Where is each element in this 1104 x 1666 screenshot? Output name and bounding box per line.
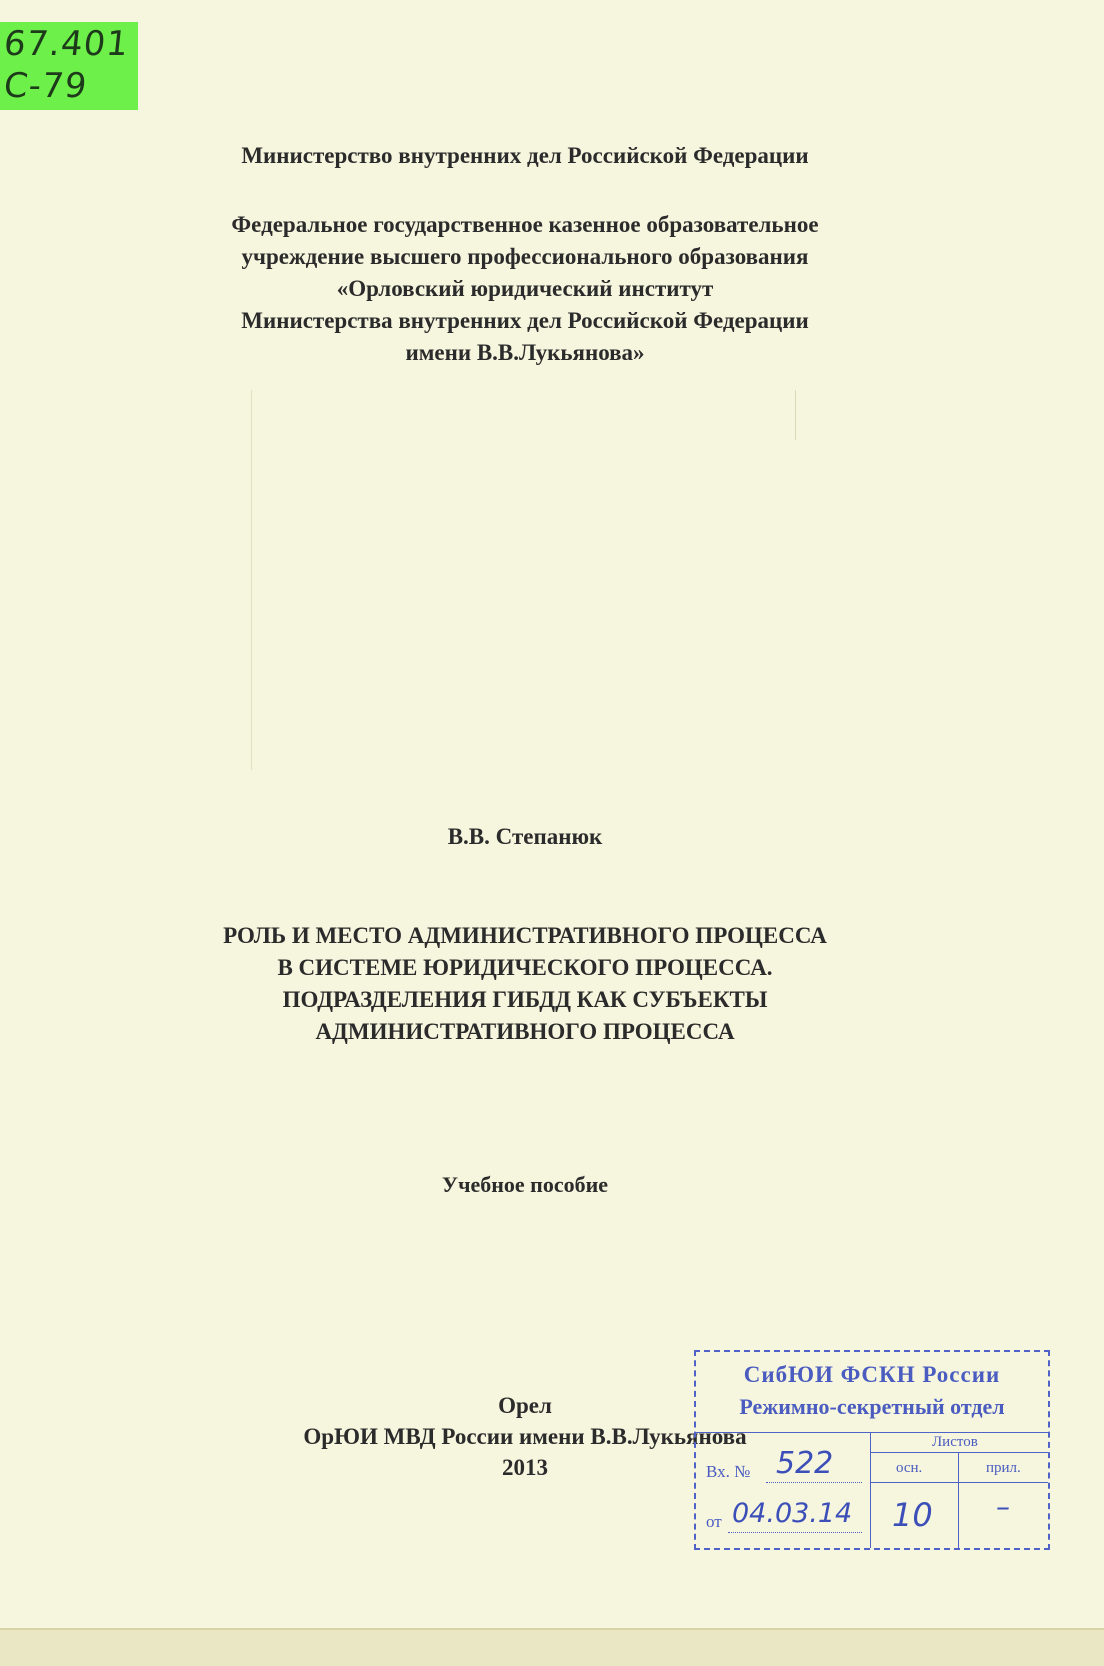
title-line: В СИСТЕМЕ ЮРИДИЧЕСКОГО ПРОЦЕССА.: [277, 955, 773, 980]
page-bottom-edge: [0, 1628, 1104, 1666]
imprint-city: Орел: [498, 1393, 552, 1418]
stamp-rule: [728, 1532, 862, 1533]
stamp-rule: [870, 1452, 1048, 1453]
stamp-rule: [870, 1432, 871, 1548]
stamp-rule: [958, 1452, 959, 1548]
stamp-rule: [870, 1482, 1048, 1483]
ministry-name: Министерство внутренних дел Российской Федерации: [241, 143, 809, 168]
book-title: [0, 920, 1050, 1048]
stamp-date: 04.03.14: [732, 1498, 853, 1529]
stamp-main-sheets: 10: [892, 1496, 933, 1534]
institution-block: [0, 209, 1050, 369]
stamp-rule: [696, 1432, 1048, 1433]
paper-crease: [251, 390, 252, 770]
stamp-department: Режимно-секретный отдел: [739, 1394, 1005, 1419]
title-line: ПОДРАЗДЕЛЕНИЯ ГИБДД КАК СУБЪЕКТЫ: [282, 987, 768, 1012]
imprint-year: 2013: [502, 1455, 548, 1480]
book-genre: Учебное пособие: [441, 1172, 609, 1197]
library-call-number-sticker: [0, 22, 138, 110]
institution-line: учреждение высшего профессионального образования: [241, 244, 809, 269]
stamp-main-label: осн.: [896, 1460, 923, 1476]
title-line: РОЛЬ И МЕСТО АДМИНИСТРАТИВНОГО ПРОЦЕССА: [223, 923, 827, 948]
stamp-in-label: Вх. №: [706, 1462, 751, 1481]
paper-mark: [795, 390, 796, 440]
imprint-publisher: ОрЮИ МВД России имени В.В.Лукьянова: [303, 1424, 747, 1449]
title-line: АДМИНИСТРАТИВНОГО ПРОЦЕССА: [315, 1019, 735, 1044]
stamp-rule: [766, 1482, 862, 1483]
institution-line: Федеральное государственное казенное образовательное: [231, 212, 819, 237]
stamp-appendix-label: прил.: [986, 1460, 1021, 1476]
institution-line: Министерства внутренних дел Российской Федерации: [241, 308, 809, 333]
stamp-appendix-sheets: –: [996, 1490, 1010, 1523]
institution-line: имени В.В.Лукьянова»: [405, 340, 645, 365]
stamp-in-number: 522: [776, 1446, 834, 1481]
call-number-line-2: С-79: [1, 66, 90, 106]
stamp-date-label: от: [706, 1512, 722, 1531]
registration-stamp: [694, 1350, 1050, 1550]
stamp-organization: СибЮИ ФСКН России: [743, 1362, 1001, 1387]
stamp-sheets-label: Листов: [932, 1434, 978, 1450]
author-name: В.В. Степанюк: [447, 824, 603, 849]
institution-line: «Орловский юридический институт: [336, 276, 714, 301]
call-number-line-1: 67.401: [1, 24, 132, 64]
